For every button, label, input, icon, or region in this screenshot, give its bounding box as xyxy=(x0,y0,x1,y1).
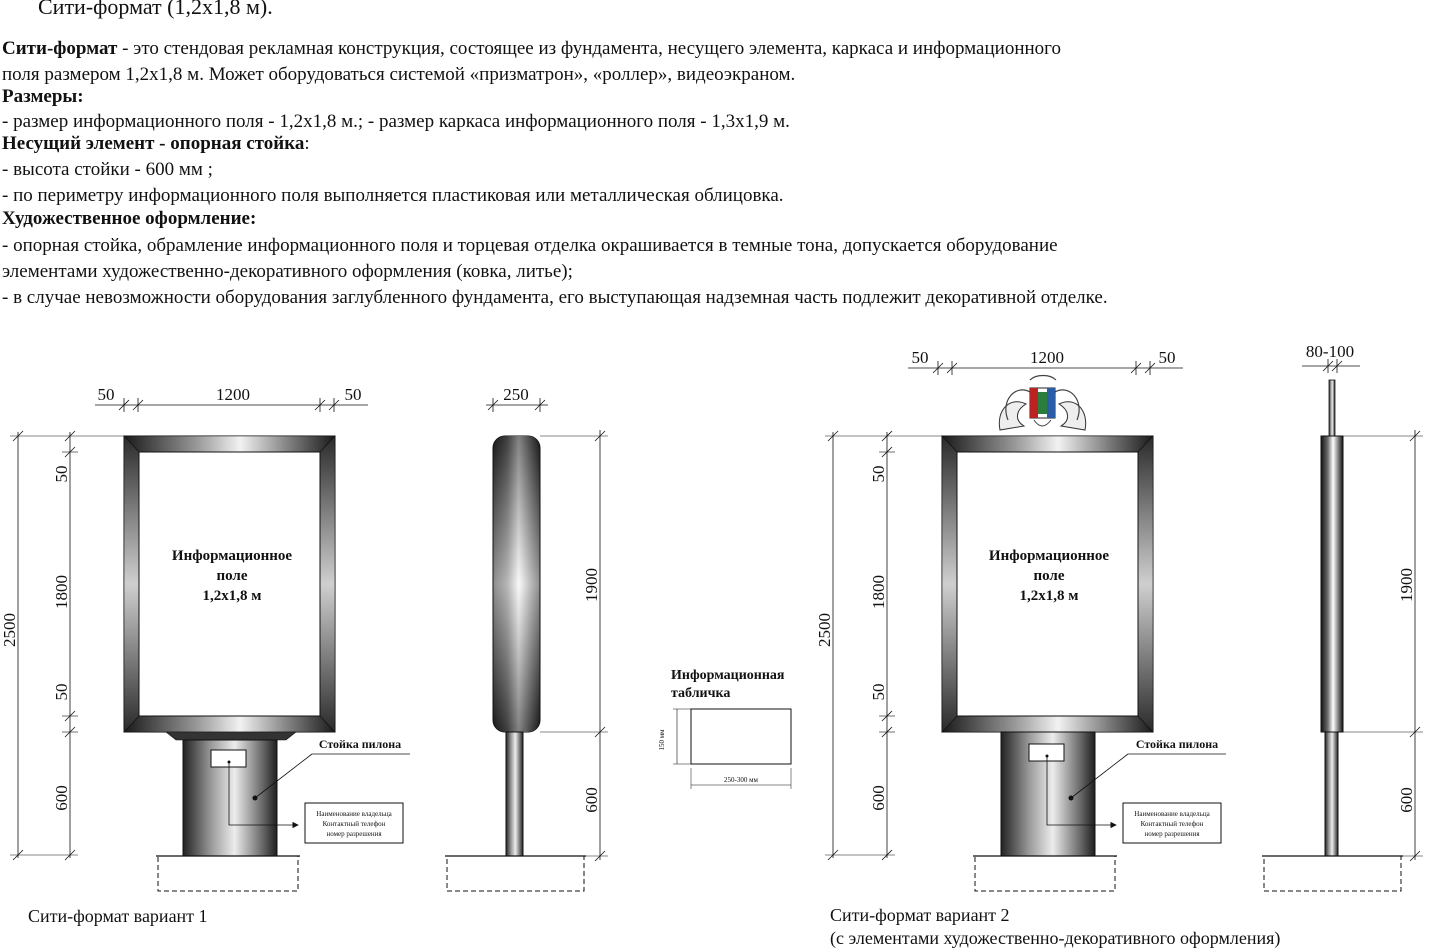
panel-label-2-line1: Информационное xyxy=(988,548,1110,564)
support-heading-text: Несущий элемент - опорная стойка xyxy=(2,133,305,154)
info-panel-1 xyxy=(139,452,320,716)
foundation-1 xyxy=(158,856,298,891)
support-heading-suffix: : xyxy=(304,133,310,154)
side-stand-1 xyxy=(506,732,523,856)
page-title: Сити-формат (1,2х1,8 м). xyxy=(38,0,273,19)
art-line-3: - в случае невозможности оборудования заглубленного фундамента, его выступающая надземная часть подлежит декоративной отделке. xyxy=(2,287,1108,308)
pylon-label-1: Стойка пилона xyxy=(318,737,402,751)
art-heading-text: Художественное оформление: xyxy=(2,208,257,229)
dim-side-width-1: 250 xyxy=(503,385,529,404)
side-foundation-2 xyxy=(1264,856,1401,891)
foundation-2 xyxy=(975,856,1115,891)
variant1-front-view xyxy=(0,385,410,891)
caption-variant2-sub: (с элементами художественно-декоративного оформления) xyxy=(830,928,1281,948)
dim-top-left-1: 50 xyxy=(97,385,115,404)
owner-box-1-line1: Наименование владельца xyxy=(316,810,392,818)
dim-top-right-2: 50 xyxy=(1158,348,1176,367)
side-panel-2 xyxy=(1321,436,1343,732)
panel-label-2-line2: поле xyxy=(1033,568,1065,584)
dim-left-1800-2: 1800 xyxy=(869,575,888,609)
variant2-side-view xyxy=(1262,342,1423,891)
plate-width-label: 250-300 мм xyxy=(724,776,758,784)
owner-box-2-line1: Наименование владельца xyxy=(1134,810,1210,818)
plate-title-line1: Информационная xyxy=(671,668,785,683)
dim-total-2500-2: 2500 xyxy=(815,613,834,647)
decorative-crest-icon xyxy=(999,376,1085,431)
crest-mount-side xyxy=(1329,380,1335,436)
art-line-2: элементами художественно-декоративного оформления (ковка, литье); xyxy=(2,261,573,282)
dim-left-600-1: 600 xyxy=(52,785,71,811)
dim-side-width-2: 80-100 xyxy=(1305,342,1355,361)
dim-left-50-bottom-2: 50 xyxy=(869,683,888,701)
dim-left-50-bottom-1: 50 xyxy=(52,683,71,701)
dim-right-1900-1: 1900 xyxy=(582,568,601,602)
pylon-label-2: Стойка пилона xyxy=(1135,737,1219,751)
info-plate-detail xyxy=(658,668,791,789)
dim-left-50-top-1: 50 xyxy=(52,465,71,483)
sizes-heading-text: Размеры: xyxy=(2,86,84,107)
panel-label-2-line3: 1,2х1,8 м xyxy=(1019,588,1079,604)
info-panel-2 xyxy=(957,452,1138,716)
owner-box-2-line2: Контактный телефон xyxy=(1140,820,1204,828)
side-stand-2 xyxy=(1325,732,1338,856)
panel-label-1-line2: поле xyxy=(216,568,248,584)
owner-box-1-line3: номер разрешения xyxy=(326,830,382,838)
side-foundation-1 xyxy=(447,856,584,891)
dim-left-1800-1: 1800 xyxy=(52,575,71,609)
dim-top-center-1: 1200 xyxy=(216,385,250,404)
plate-title-line2: табличка xyxy=(671,686,731,701)
dim-top-center-2: 1200 xyxy=(1030,348,1064,367)
dim-right-600-2: 600 xyxy=(1397,787,1416,813)
dim-total-2500-1: 2500 xyxy=(0,613,19,647)
panel-label-1-line3: 1,2х1,8 м xyxy=(202,588,262,604)
dim-left-600-2: 600 xyxy=(869,785,888,811)
dim-top-left-2: 50 xyxy=(911,348,929,367)
art-line-1: - опорная стойка, обрамление информационного поля и торцевая отделка окрашивается в темные тона, допускается оборудование xyxy=(2,235,1058,256)
variant1-side-view xyxy=(445,385,608,891)
dim-top-right-1: 50 xyxy=(344,385,362,404)
info-plate-1 xyxy=(211,750,246,767)
info-plate-2 xyxy=(1029,744,1064,761)
support-line-2: - по периметру информационного поля выполняется пластиковая или металлическая облицовка. xyxy=(2,185,784,206)
description-text-1: - это стендовая рекламная конструкция, состоящее из фундамента, несущего элемента, каркаса и информационного xyxy=(117,38,1061,59)
panel-label-1-line1: Информационное xyxy=(171,548,293,564)
plate-rectangle xyxy=(691,709,791,764)
caption-variant2: Сити-формат вариант 2 xyxy=(830,905,1010,925)
variant2-front-view xyxy=(815,348,1226,891)
plate-height-label: 150 мм xyxy=(658,729,666,751)
support-line-1: - высота стойки - 600 мм ; xyxy=(2,159,213,180)
description-term: Сити-формат xyxy=(2,38,118,59)
owner-box-1-line2: Контактный телефон xyxy=(322,820,386,828)
caption-variant1: Сити-формат вариант 1 xyxy=(28,906,208,926)
sizes-line: - размер информационного поля - 1,2х1,8 м.; - размер каркаса информационного поля - 1,3х1,9 м. xyxy=(2,111,790,132)
dim-left-50-top-2: 50 xyxy=(869,465,888,483)
owner-box-2-line3: номер разрешения xyxy=(1144,830,1200,838)
dim-right-1900-2: 1900 xyxy=(1397,568,1416,602)
description-line-2: поля размером 1,2х1,8 м. Может оборудоваться системой «призматрон», «роллер», видеоэкраном. xyxy=(2,64,796,85)
dim-right-600-1: 600 xyxy=(582,787,601,813)
